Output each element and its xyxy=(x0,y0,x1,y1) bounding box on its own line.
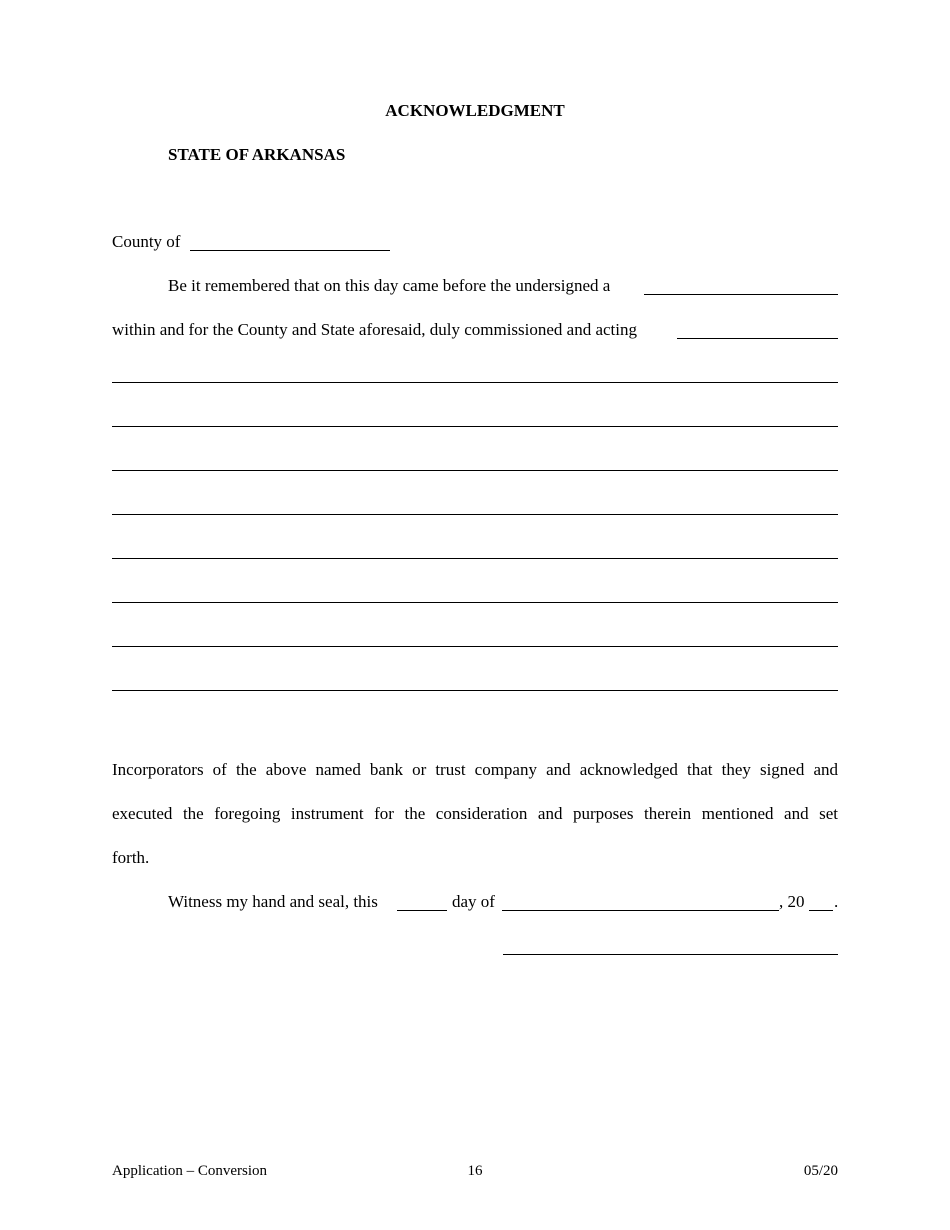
commission-text: within and for the County and State aforesaid, duly commissioned and acting xyxy=(112,320,637,339)
incorporator-name-line[interactable] xyxy=(112,470,838,471)
county-label: County of xyxy=(112,232,181,251)
day-of-text: day of xyxy=(452,892,495,911)
year-prefix-text: , 20 xyxy=(779,892,805,911)
witness-text: Witness my hand and seal, this xyxy=(168,892,378,911)
officer-title-blank[interactable] xyxy=(644,294,838,295)
incorporator-name-line[interactable] xyxy=(112,558,838,559)
incorporator-name-line[interactable] xyxy=(112,646,838,647)
footer-date: 05/20 xyxy=(803,1163,838,1179)
footer-document-name: Application – Conversion xyxy=(112,1163,267,1179)
incorporator-name-line[interactable] xyxy=(112,382,838,383)
incorporator-name-line[interactable] xyxy=(112,426,838,427)
page-title: ACKNOWLEDGMENT xyxy=(385,101,565,120)
body-line: executed the foregoing instrument for the consideration and purposes therein mentioned and set xyxy=(112,804,838,823)
acknowledgment-intro-text: Be it remembered that on this day came before the undersigned a xyxy=(168,276,611,295)
incorporator-name-line[interactable] xyxy=(112,514,838,515)
body-line: Incorporators of the above named bank or trust company and acknowledged that they signed and xyxy=(112,760,838,779)
signature-line[interactable] xyxy=(503,954,838,955)
state-heading: STATE OF ARKANSAS xyxy=(168,145,346,164)
month-blank[interactable] xyxy=(502,910,779,911)
acting-blank[interactable] xyxy=(677,338,838,339)
body-line: forth. xyxy=(112,848,150,867)
footer-page-number: 16 xyxy=(467,1163,483,1179)
incorporator-name-line[interactable] xyxy=(112,602,838,603)
period-text: . xyxy=(834,892,839,911)
year-blank[interactable] xyxy=(809,910,833,911)
county-blank[interactable] xyxy=(190,250,390,251)
day-blank[interactable] xyxy=(397,910,447,911)
incorporator-name-line[interactable] xyxy=(112,690,838,691)
